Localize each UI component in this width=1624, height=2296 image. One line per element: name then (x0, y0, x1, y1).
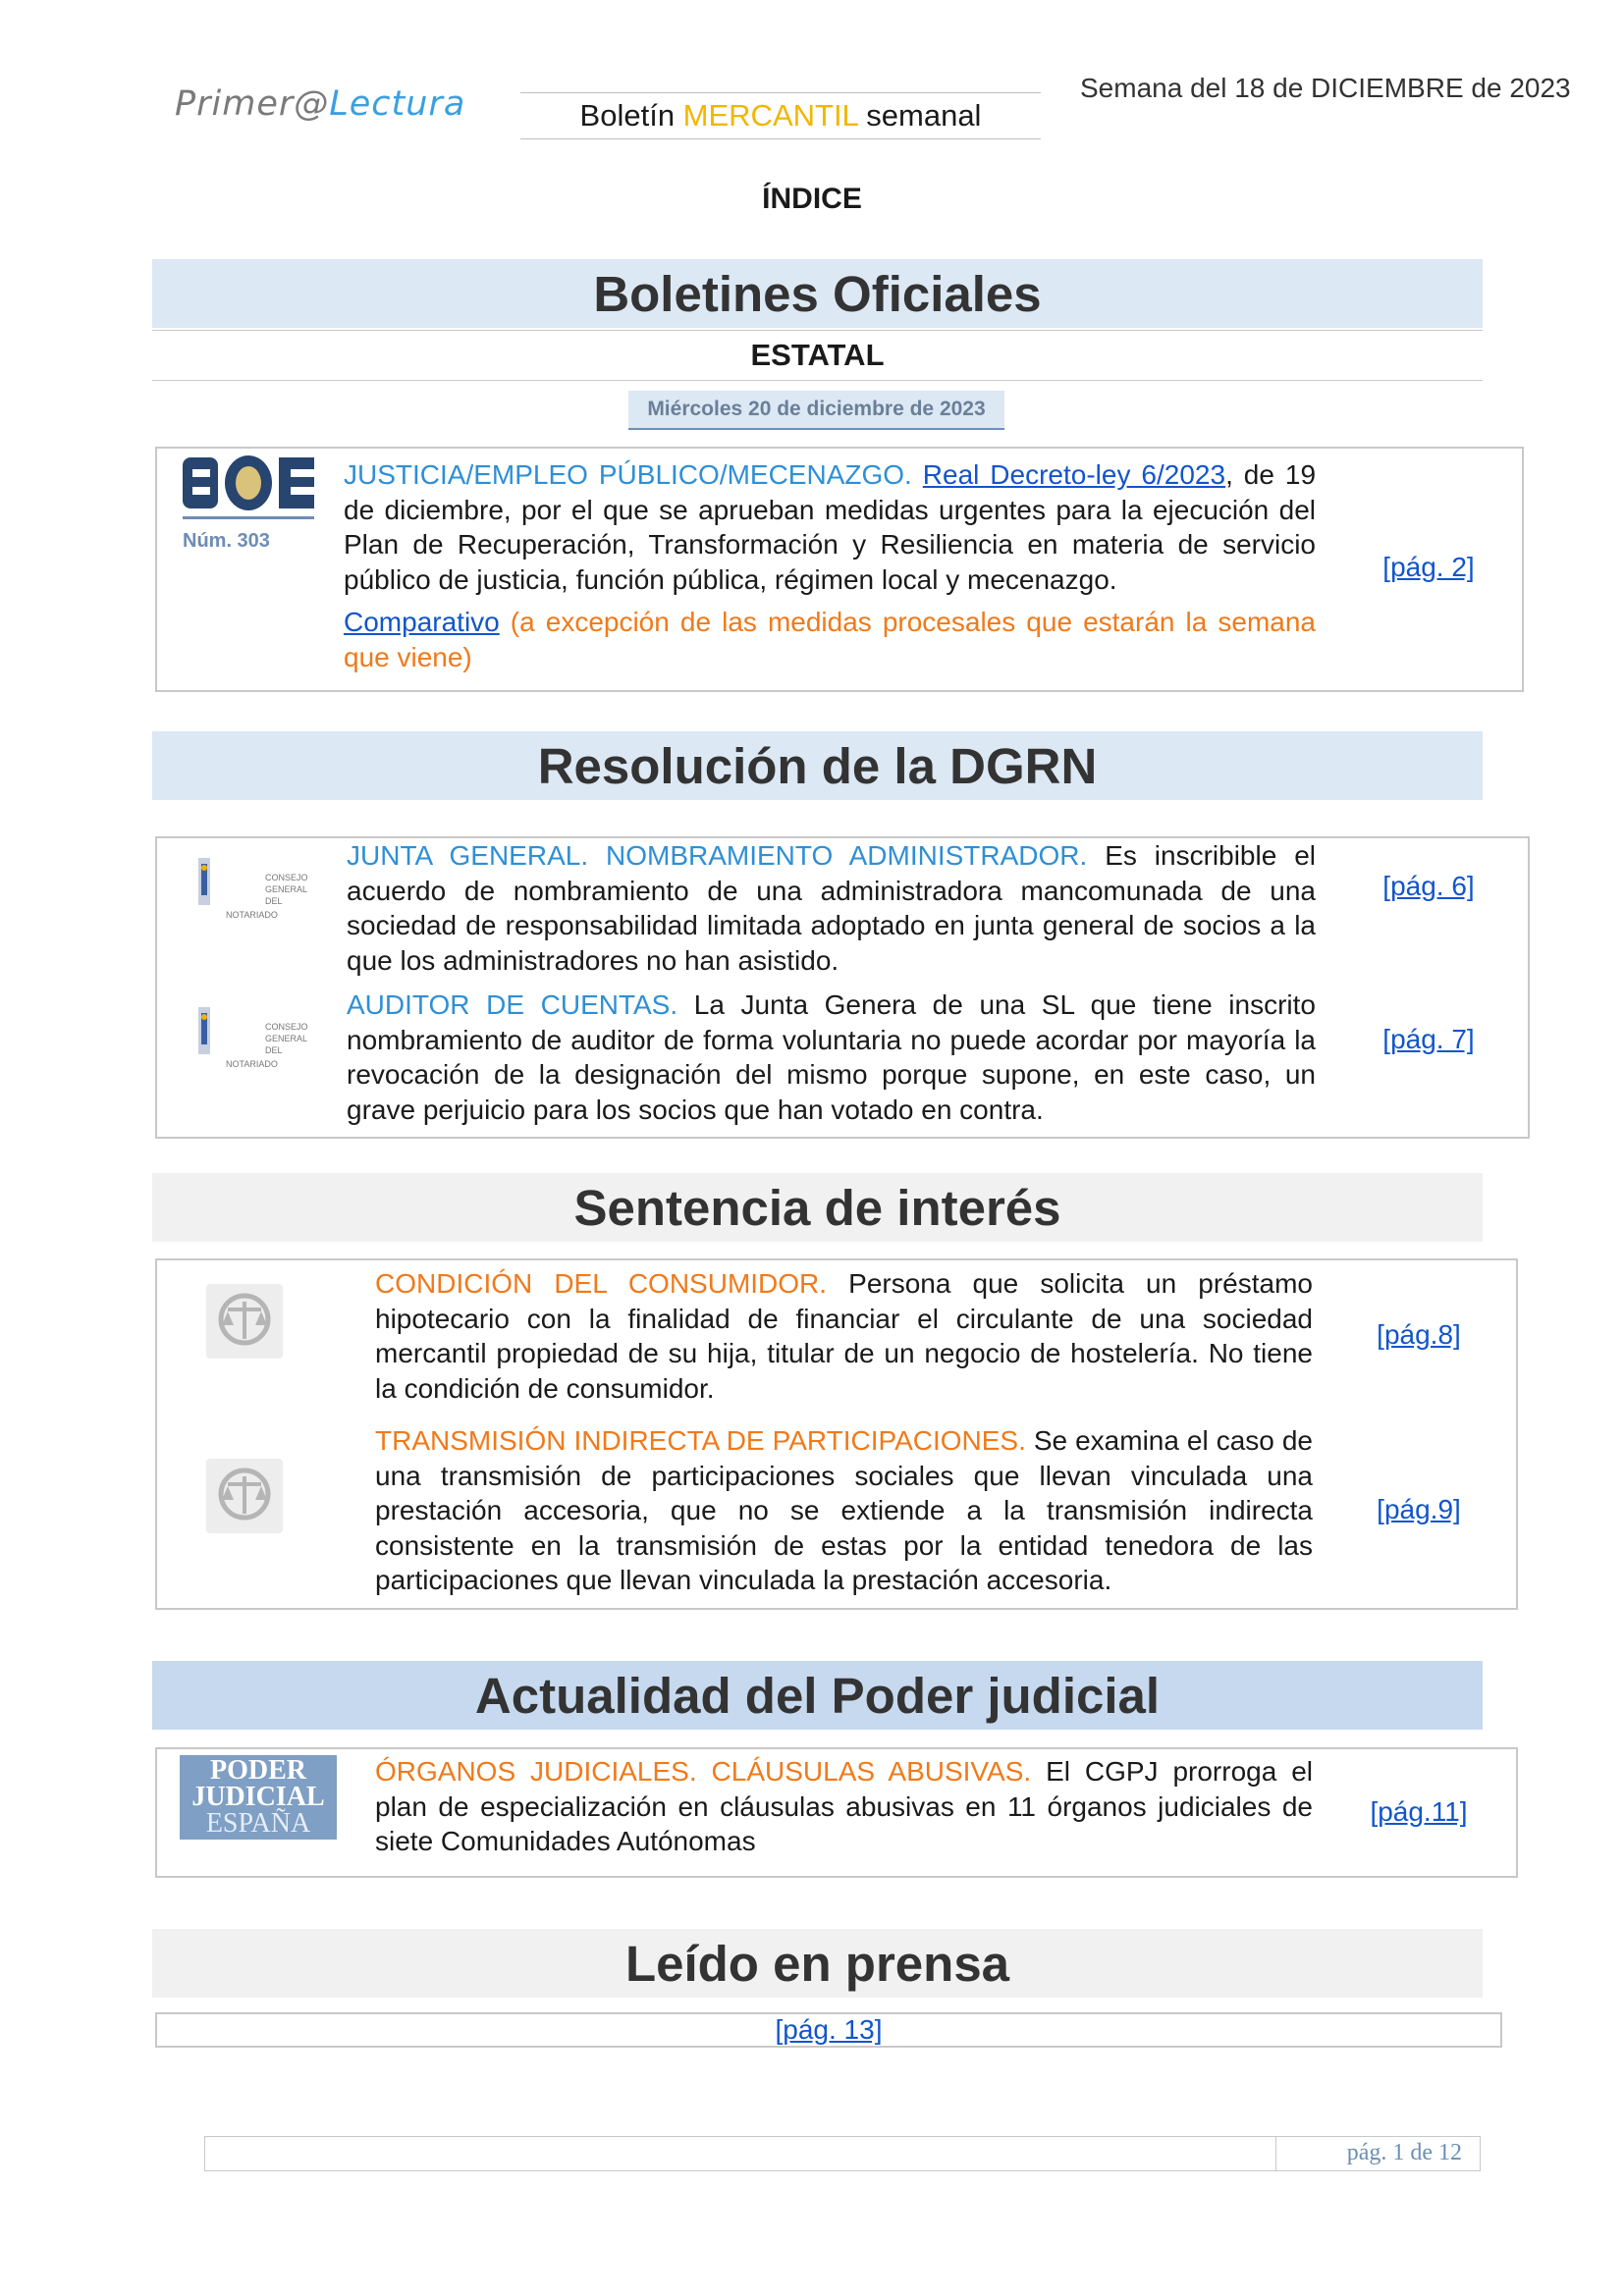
notariado-logo-2 (196, 1003, 314, 1070)
week-label: Semana del 18 de DICIEMBRE de 2023 (1080, 73, 1571, 103)
boe-page-link[interactable]: [pág. 2] (1382, 552, 1475, 582)
boe-logo-icon (183, 454, 314, 520)
notariado-logo-1 (196, 854, 314, 921)
brand-logo (175, 84, 465, 124)
entry-body: El CGPJ prorroga el plan de especialización en cláusulas abusivas en 11 órganos judiciales de siete Comunidades Autónomas (375, 1756, 1313, 1856)
entry-tag: JUNTA GENERAL. NOMBRAMIENTO ADMINISTRADOR. (347, 840, 1088, 871)
notariado-caption-1: CONSEJO GENERAL (265, 873, 308, 894)
dgrn-page-link-1[interactable]: [pág. 6] (1382, 871, 1475, 901)
entry-body: La Junta Genera de una SL que tiene inscrito nombramiento de auditor de forma voluntaria no puede acordar por mayoría la revocación de la designación del mismo porque supone, en este caso, un grave perjuicio para los socios que han votado en contra. (347, 989, 1316, 1125)
section-prensa-title: Leído en prensa (152, 1929, 1483, 1998)
poder-logo-line: JUDICIAL (191, 1782, 325, 1812)
boe-number: Núm. 303 (183, 530, 270, 552)
scales-of-justice-icon (204, 1282, 285, 1361)
poder-logo-line: PODER (210, 1755, 306, 1786)
dgrn-entry-1 (347, 838, 1316, 978)
section-boletines-title: Boletines Oficiales (152, 259, 1483, 328)
entry-tag: AUDITOR DE CUENTAS. (347, 989, 678, 1020)
section-dgrn-title: Resolución de la DGRN (152, 731, 1483, 800)
notariado-caption-2: DEL NOTARIADO (226, 1045, 283, 1069)
entry-body: Es inscribible el acuerdo de nombramiento de una administradora mancomunada de una sociedad de responsabilidad limitada adoptado en junta general de socios a la que los administradores no han asistido. (347, 840, 1316, 976)
entry-tag: ÓRGANOS JUDICIALES. CLÁUSULAS ABUSIVAS. (375, 1756, 1032, 1787)
footer-divider (1275, 2137, 1276, 2170)
bulletin-title (520, 92, 1041, 139)
scales-of-justice-icon (204, 1457, 285, 1535)
bulletin-highlight: MERCANTIL (682, 98, 858, 133)
brand-left: Primer@ (175, 84, 330, 124)
entry-tag: JUSTICIA/EMPLEO PÚBLICO/MECENAZGO. (344, 459, 912, 490)
sentencia-page-link-2[interactable]: [pág.9] (1377, 1494, 1461, 1524)
index-title: ÍNDICE (762, 183, 862, 215)
footer-page-number: pág. 1 de 12 (1346, 2140, 1462, 2165)
poder-entry-text (375, 1754, 1313, 1859)
bulletin-post: semanal (857, 98, 982, 133)
sentencia-entry-2 (375, 1423, 1313, 1598)
sentencia-entry-1 (375, 1266, 1313, 1406)
dgrn-entry-2 (347, 988, 1316, 1127)
section-poder-title: Actualidad del Poder judicial (152, 1661, 1483, 1730)
notariado-icon (196, 1003, 265, 1058)
poder-logo-line: ESPAÑA (205, 1808, 311, 1839)
comparativo-link[interactable]: Comparativo (344, 607, 500, 637)
prensa-page-link[interactable]: [pág. 13] (775, 2014, 883, 2045)
entry-tag: TRANSMISIÓN INDIRECTA DE PARTICIPACIONES. (375, 1425, 1026, 1456)
brand-right: Lectura (329, 84, 466, 124)
entry-body: , de 19 de diciembre, por el que se aprueban medidas urgentes para la ejecución del Plan de Recuperación, Transformación y Resiliencia en materia de servicio público de justicia, función pública, régimen local y mecenazgo. (344, 459, 1317, 595)
notariado-icon (196, 854, 265, 909)
notariado-caption-1: CONSEJO GENERAL (265, 1022, 308, 1043)
boe-entry-text (344, 457, 1316, 674)
bulletin-pre: Boletín (579, 98, 683, 133)
footer-bar (204, 2136, 1481, 2171)
entry-body: Se examina el caso de una transmisión de participaciones sociales que llevan vinculada una prestación accesoria, que no se extiende a la transmisión indirecta consistente en la transmisión de estas por la entidad tenedora de las participaciones que llevan vinculada la prestación accesoria. (375, 1425, 1313, 1595)
section-sentencia-title: Sentencia de interés (152, 1173, 1483, 1242)
poder-page-link[interactable]: [pág.11] (1370, 1796, 1468, 1827)
section-estatal-label: ESTATAL (152, 330, 1483, 381)
comparativo-note: (a excepción de las medidas procesales que estarán la semana que viene) (344, 607, 1316, 672)
poder-judicial-logo (180, 1755, 337, 1840)
notariado-caption-2: DEL NOTARIADO (226, 896, 283, 920)
entry-tag: CONDICIÓN DEL CONSUMIDOR. (375, 1268, 828, 1299)
dgrn-page-link-2[interactable]: [pág. 7] (1382, 1024, 1475, 1054)
entry-body: Persona que solicita un préstamo hipotecario con la finalidad de financiar el circulante de una sociedad mercantil propiedad de su hija, titular de un negocio de hostelería. No tiene la condición de consumidor. (375, 1268, 1313, 1404)
real-decreto-link[interactable]: Real Decreto-ley 6/2023 (922, 459, 1226, 490)
sentencia-page-link-1[interactable]: [pág.8] (1377, 1319, 1461, 1350)
date-tab: Miércoles 20 de diciembre de 2023 (628, 391, 1004, 430)
